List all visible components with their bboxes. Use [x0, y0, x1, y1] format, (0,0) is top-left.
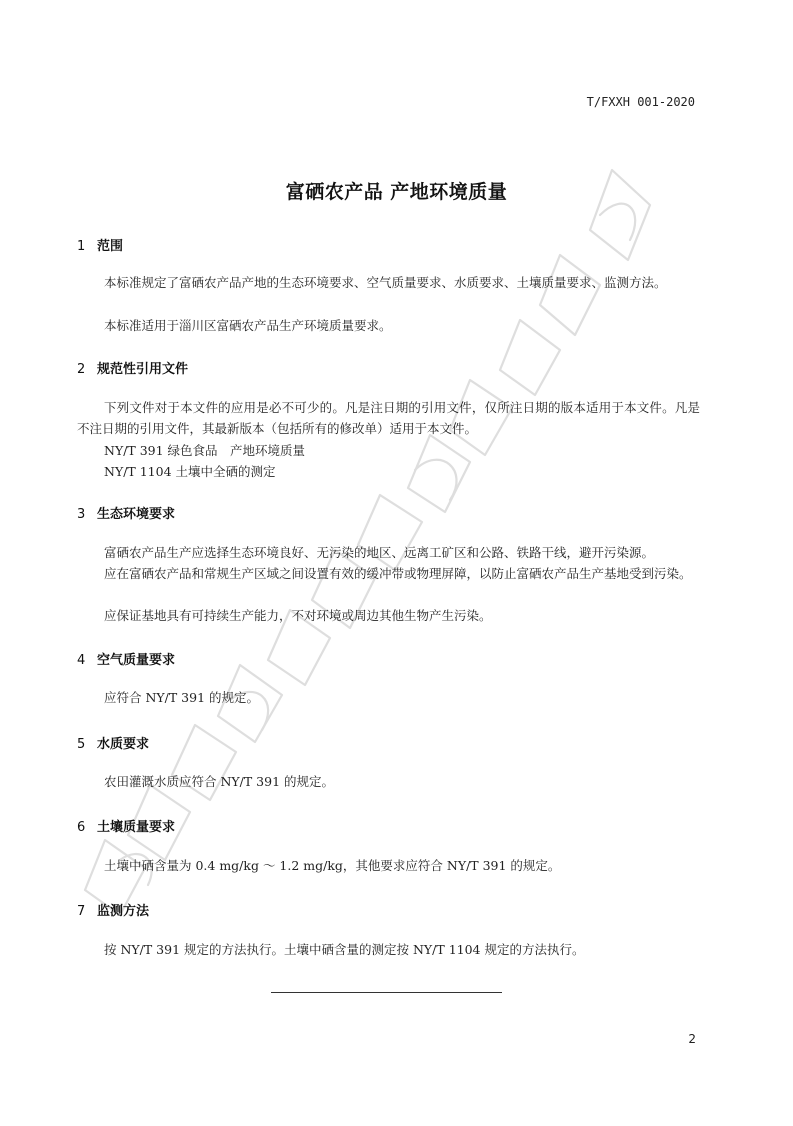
- section-title: 范围: [97, 239, 124, 254]
- paragraph: 本标准适用于淄川区富硒农产品生产环境质量要求。: [104, 318, 392, 333]
- section-heading-7: [77, 900, 149, 919]
- paragraph: 下列文件对于本文件的应用是必不可少的。凡是注日期的引用文件，仅所注日期的版本适用于本文件。凡是不注日期的引用文件，其最新版本（包括所有的修改单）适用于本文件。: [77, 400, 700, 436]
- section-title: 空气质量要求: [97, 653, 176, 668]
- section-heading-6: [77, 816, 175, 835]
- paragraph: 土壤中硒含量为 0.4 mg/kg ～ 1.2 mg/kg，其他要求应符合 NY/T 391 的规定。: [104, 858, 561, 873]
- paragraph: 应保证基地具有可持续生产能力，不对环境或周边其他生物产生污染。: [104, 608, 492, 623]
- paragraph: 富硒农产品生产应选择生态环境良好、无污染的地区、远离工矿区和公路、铁路干线，避开污染源。: [104, 545, 655, 560]
- document-code: T/FXXH 001-2020: [586, 95, 695, 109]
- normative-reference: NY/T 391 绿色食品 产地环境质量: [104, 443, 306, 458]
- section-number: 1: [77, 239, 86, 254]
- section-number: 5: [77, 737, 86, 752]
- normative-reference: NY/T 1104 土壤中全硒的测定: [104, 464, 276, 479]
- section-heading-1: [77, 235, 123, 254]
- section-title: 土壤质量要求: [97, 820, 176, 835]
- section-heading-4: [77, 649, 175, 668]
- section-heading-5: [77, 733, 149, 752]
- section-title: 规范性引用文件: [97, 362, 189, 377]
- section-number: 4: [77, 653, 86, 668]
- document-title: 富硒农产品 产地环境质量: [285, 181, 508, 203]
- page-number: 2: [688, 1032, 696, 1046]
- section-number: 3: [77, 507, 86, 522]
- section-title: 生态环境要求: [97, 507, 176, 522]
- section-number: 6: [77, 820, 86, 835]
- section-title: 水质要求: [97, 737, 150, 752]
- paragraph: 本标准规定了富硒农产品产地的生态环境要求、空气质量要求、水质要求、土壤质量要求、监测方法。: [104, 275, 667, 290]
- end-of-document-rule: [271, 992, 502, 993]
- section-heading-2: [77, 358, 188, 377]
- section-heading-3: [77, 503, 175, 522]
- paragraph: 按 NY/T 391 规定的方法执行。土壤中硒含量的测定按 NY/T 1104 规定的方法执行。: [104, 942, 585, 957]
- section-title: 监测方法: [97, 904, 150, 919]
- paragraph: 应在富硒农产品和常规生产区域之间设置有效的缓冲带或物理屏障，以防止富硒农产品生产基地受到污染。: [104, 566, 692, 581]
- section-number: 7: [77, 904, 86, 919]
- paragraph: 农田灌溉水质应符合 NY/T 391 的规定。: [104, 774, 335, 789]
- section-number: 2: [77, 362, 86, 377]
- paragraph: 应符合 NY/T 391 的规定。: [104, 690, 260, 705]
